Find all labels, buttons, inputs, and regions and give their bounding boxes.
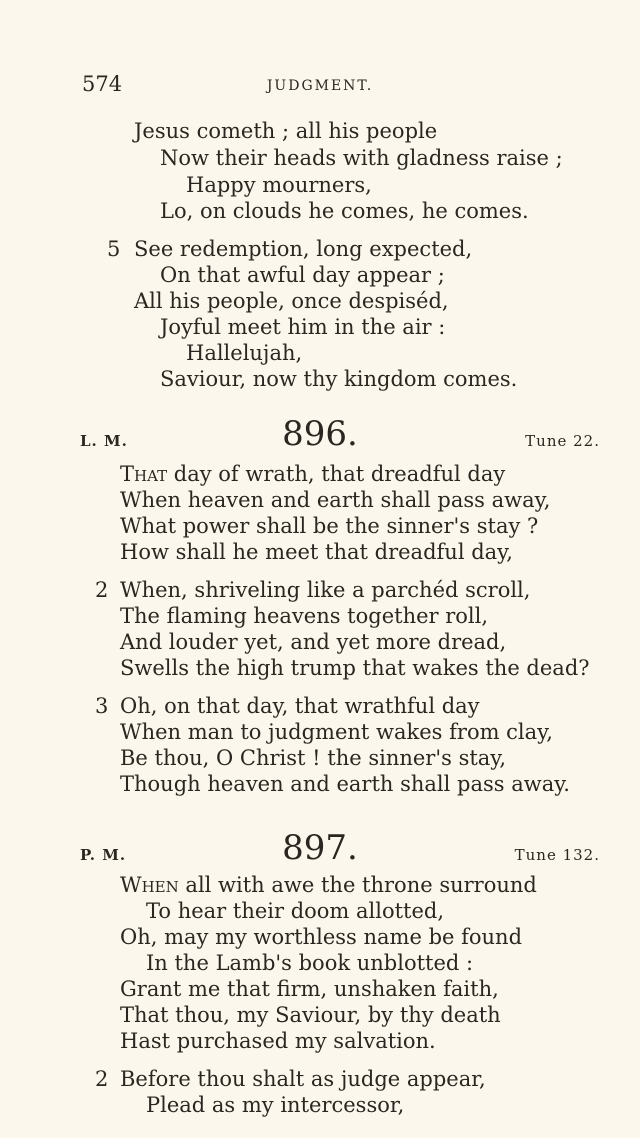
- meter-label: P. M.: [80, 846, 127, 864]
- meter-label: L. M.: [80, 432, 128, 450]
- first-word: That: [120, 462, 168, 486]
- hymn-line: Hallelujah,: [186, 341, 303, 365]
- hymn-line: When heaven and earth shall pass away,: [120, 488, 551, 512]
- hymn-line: Be thou, O Christ ! the sinner's stay,: [120, 746, 507, 770]
- tune-label: Tune 132.: [514, 846, 600, 864]
- hymn-line-first: [120, 461, 505, 487]
- verse-number: 3: [95, 694, 109, 718]
- hymn-line: Before thou shalt as judge appear,: [120, 1067, 486, 1091]
- hymn-line: In the Lamb's book unblotted :: [146, 951, 474, 975]
- hymn-line: To hear their doom allotted,: [146, 899, 445, 923]
- hymn-line: Jesus cometh ; all his people: [134, 119, 438, 143]
- hymn-line: Hast purchased my salvation.: [120, 1029, 436, 1053]
- tune-label: Tune 22.: [525, 432, 600, 450]
- hymn-number: 896.: [282, 414, 358, 454]
- hymn-line-first: [120, 872, 537, 898]
- hymn-line: When man to judgment wakes from clay,: [120, 720, 553, 744]
- hymn-line: When, shriveling like a parchéd scroll,: [120, 578, 531, 602]
- hymn-line: Lo, on clouds he comes, he comes.: [160, 199, 529, 223]
- hymn-line: Though heaven and earth shall pass away.: [120, 772, 570, 796]
- hymn-line: Now their heads with gladness raise ;: [160, 146, 563, 170]
- first-word: When: [120, 873, 179, 897]
- running-head: JUDGMENT.: [266, 78, 374, 94]
- hymn-line: Oh, on that day, that wrathful day: [120, 694, 480, 718]
- first-line-rest: all with awe the throne surround: [178, 873, 537, 897]
- hymn-line: Happy mourners,: [186, 173, 372, 197]
- hymn-line: Saviour, now thy kingdom comes.: [160, 367, 518, 391]
- page-number: 574: [82, 72, 123, 96]
- hymn-number: 897.: [282, 828, 358, 868]
- hymn-line: On that awful day appear ;: [160, 263, 445, 287]
- hymn-line: Grant me that firm, unshaken faith,: [120, 977, 499, 1001]
- hymn-line: The flaming heavens together roll,: [120, 604, 489, 628]
- verse-number: 2: [95, 578, 109, 602]
- hymn-line: What power shall be the sinner's stay ?: [120, 514, 539, 538]
- hymn-line: And louder yet, and yet more dread,: [120, 630, 507, 654]
- hymn-line: That thou, my Saviour, by thy death: [120, 1003, 501, 1027]
- verse-number: 5: [107, 237, 121, 261]
- hymn-line: Plead as my intercessor,: [146, 1093, 405, 1117]
- page-header: [0, 72, 640, 102]
- hymn-line: All his people, once despiséd,: [134, 289, 449, 313]
- hymn-line: See redemption, long expected,: [134, 237, 473, 261]
- hymn-line: How shall he meet that dreadful day,: [120, 540, 513, 564]
- first-line-rest: day of wrath, that dreadful day: [167, 462, 506, 486]
- hymn-line: Swells the high trump that wakes the dead?: [120, 656, 590, 680]
- hymn-line: Oh, may my worthless name be found: [120, 925, 523, 949]
- verse-number: 2: [95, 1067, 109, 1091]
- hymn-line: Joyful meet him in the air :: [160, 315, 446, 339]
